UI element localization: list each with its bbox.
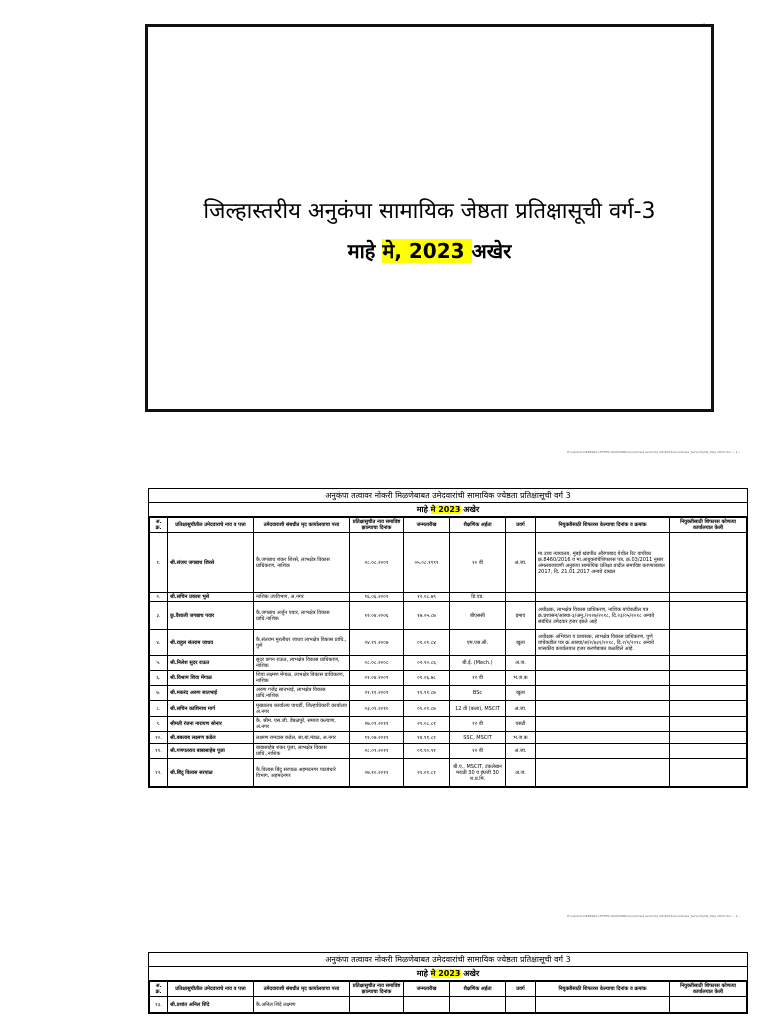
table-row	[150, 701, 747, 717]
seniority-table-continued	[149, 981, 747, 1013]
column-header: नियुक्तीसाठी शिफारस केल्याचा दिनांक व क्रमांक	[536, 518, 670, 533]
sheet-subtitle-post: अखेर	[460, 505, 480, 514]
table-row	[150, 744, 747, 759]
cell-sr: ९.	[150, 717, 168, 732]
sheet-subtitle-pre: माहे	[416, 505, 431, 514]
cover-page	[0, 0, 768, 430]
column-header: नियुक्तीसाठी शिफारस कोणत्या कार्यालयात केली	[670, 518, 747, 533]
cell-recommend	[536, 593, 670, 602]
cell-cat: अ.जा.	[506, 701, 536, 717]
cell-office: कै.अनिल शिंदे लक्ष्मण	[254, 997, 350, 1013]
cell-recommend	[536, 656, 670, 671]
sheet-subtitle	[149, 503, 747, 517]
column-header: प्रवर्ग	[506, 982, 536, 997]
column-header: अ. क्र.	[150, 982, 168, 997]
cell-cat: अ.जा.	[506, 744, 536, 759]
cell-rec-office	[670, 759, 747, 787]
cover-title: जिल्हास्तरीय अनुकंपा सामायिक जेष्ठता प्रतिक्षासूची वर्ग-3	[203, 199, 656, 224]
column-header: प्रतिक्षासुचीतील उमेदवाराचे नाव व पत्ता	[168, 518, 254, 533]
cover-subtitle-post: अखेर	[471, 239, 512, 263]
cell-office: कै.जगन्नाथ शंकर शिरसे, लाभक्षेत्र विकास प्राधिकरण, नाशिक	[254, 533, 350, 593]
cell-name: श्री.निलेश सुदर राऊत	[168, 656, 254, 671]
cell-listed: २८.०८.२००१	[350, 533, 404, 593]
cell-rec-office	[670, 593, 747, 602]
cell-rec-office	[670, 701, 747, 717]
cell-recommend: अधीक्षक अभियंता व प्रशासक, लाभक्षेत्र विकास प्राधिकरण, पुणे यांचेकडील पत्र क्र.आस्था/अ/२/७३१/२०१८, दि.२/१/२०१८ अन्वये शासकीय कार्यालयात हजर करणेबाबत कळविले आहे.	[536, 630, 670, 656]
cell-edu: डि.एड.	[450, 593, 506, 602]
cell-office: शिवा लक्ष्मण मेंगाळ, लाभक्षेत्र विकास प्राधिकरण, नाशिक	[254, 671, 350, 686]
cell-rec-office	[670, 630, 747, 656]
cell-rec-office	[670, 997, 747, 1013]
table-header-row	[150, 518, 747, 533]
cell-name: श्री.राहुल संतराम जाधव	[168, 630, 254, 656]
cell-cat: एसटी	[506, 717, 536, 732]
cell-listed: ०७.१०.२०११	[350, 759, 404, 787]
cell-sr: ५.	[150, 656, 168, 671]
cell-sr: ८.	[150, 701, 168, 717]
cell-edu: एम.एस.सी.	[450, 630, 506, 656]
cell-name: श्री.विश्राम शिवा मेंगाळ	[168, 671, 254, 686]
column-header: प्रतिक्षासुचीतील उमेदवाराचे नाव व पत्ता	[168, 982, 254, 997]
cell-edu: SSC, MSCIT	[450, 732, 506, 744]
cell-office: कै. श्रीम. एस.जी. डेंबळपुरे, समाज कल्याण, अ.नगर	[254, 717, 350, 732]
cell-name: कु.वैशाली जगन्नाथ पवार	[168, 602, 254, 630]
column-header: उमेदवाराशी संबधीत मृद कार्यालयाचा पत्ता	[254, 518, 350, 533]
cell-recommend	[536, 744, 670, 759]
cell-rec-office	[670, 732, 747, 744]
cell-recommend: अधीक्षक, लाभक्षेत्र विकास प्राधिकरण, नाशिक यांचेकडील पत्र क्र.प्रशासन/आस्था-३/अनु./२१२७/२०१८, दि.२३/०५/२०१८ अन्वये संबंधित उमेदवार हजर झाले आहे	[536, 602, 670, 630]
cell-listed: ०३.०१.२०१०	[350, 701, 404, 717]
cell-edu: १० वी	[450, 533, 506, 593]
corner-mark: .	[703, 19, 705, 26]
cell-listed: ०८.०८.२००८	[350, 656, 404, 671]
cell-rec-office	[670, 656, 747, 671]
cell-cat	[506, 997, 536, 1013]
cover-subtitle	[148, 237, 711, 264]
cell-edu: BSc	[450, 686, 506, 701]
cell-listed: २४.११.२००७	[350, 630, 404, 656]
cell-name: श्री.मकरंद अरुण सातभाई	[168, 686, 254, 701]
cell-rec-office	[670, 686, 747, 701]
cell-office: अरुण गजेंद्र सातभाई, लाभक्षेत्र विकास प्राधि.नाशिक	[254, 686, 350, 701]
cell-edu: बीएससी	[450, 602, 506, 630]
cell-office: कै.विलास बिंदु सरपाळ अहमदनगर पाटबंधारे विभाग, अहमदनगर	[254, 759, 350, 787]
cell-cat: इमाव	[506, 602, 536, 630]
cover-subtitle-pre: माहे	[347, 239, 383, 263]
cell-dob	[404, 997, 450, 1013]
sheet-title: अनुकंपा तत्वावर नोकरी मिळणेबाबत उमेदवारांची सामायिक ज्येष्ठता प्रतिक्षासूची वर्ग 3	[149, 953, 747, 967]
column-header: प्रतिक्षासुचीत नाव समाविष्ट झाल्याचा दिनांक	[350, 982, 404, 997]
cell-sr: ४.	[150, 630, 168, 656]
cell-office: लक्ष्मण रामदास कडेल, सा.बां.मंडळ, अ.नगर	[254, 732, 350, 744]
cell-listed: २१.११.२००९	[350, 686, 404, 701]
cell-office: नाशिक उपविभाग, अ.नगर	[254, 593, 350, 602]
cell-dob: ०१.१०.९१	[404, 744, 450, 759]
cell-edu	[450, 997, 506, 1013]
cell-listed: १६.०६.२००१	[350, 593, 404, 602]
table-row	[150, 656, 747, 671]
sheet-subtitle-highlight: मे 2023	[430, 505, 461, 514]
cell-sr: १०.	[150, 732, 168, 744]
cell-listed: ०१.०४.२००९	[350, 671, 404, 686]
cell-sr: १३.	[150, 997, 168, 1013]
cell-dob: ०२.१०.८६	[404, 656, 450, 671]
cell-name: श्री.प्रशांत अनिल शिंदे	[168, 997, 254, 1013]
column-header: नियुक्तीसाठी शिफारस केल्याचा दिनांक व क्रमांक	[536, 982, 670, 997]
cell-recommend	[536, 686, 670, 701]
cell-edu: बी.ई. (Mech.)	[450, 656, 506, 671]
cell-sr: ७.	[150, 686, 168, 701]
table-row	[150, 593, 747, 602]
cell-sr: ३.	[150, 602, 168, 630]
column-header: जन्मतारीख	[404, 518, 450, 533]
cell-name: श्री.गणपतराव बाबासाहेब पूजा	[168, 744, 254, 759]
cell-recommend	[536, 717, 670, 732]
sheet-subtitle-post: अखेर	[460, 969, 480, 978]
cell-edu: 12 वी (कला), MSCIT	[450, 701, 506, 717]
column-header: जन्मतारीख	[404, 982, 450, 997]
sheet-title: अनुकंपा तत्वावर नोकरी मिळणेबाबत उमेदवारांची सामायिक ज्येष्ठता प्रतिक्षासूची वर्ग 3	[149, 489, 747, 503]
cell-recommend	[536, 759, 670, 787]
cell-office: सुदर छगन राऊत, लाभक्षेत्र विकास प्राधिकरण, नाशिक	[254, 656, 350, 671]
cell-listed: २८.०९.२०११	[350, 744, 404, 759]
cell-dob: ११.११.८७	[404, 686, 450, 701]
table-row	[150, 686, 747, 701]
table-row	[150, 717, 747, 732]
cell-cat: भ.ज.क	[506, 732, 536, 744]
cell-dob: २१.०१.८१	[404, 759, 450, 787]
cover-box	[145, 19, 714, 412]
seniority-sheet-2	[148, 952, 748, 1014]
cell-name: श्री.संजय जगन्नाथ शिरसे	[168, 533, 254, 593]
cell-recommend	[536, 997, 670, 1013]
cell-office: मुख्यालय कार्यालय पाथर्डी, जिल्हाधिकारी कार्यालय अ.नगर	[254, 701, 350, 717]
column-header: शैक्षणिक अर्हता	[450, 518, 506, 533]
footer-path-1: E:\satchar\GENERAL LETTER ANUKAMPA\Anukampa seniority list\2023\Anukampa_Senioritylist_May 2023.doc ~ 1~	[567, 450, 740, 454]
column-header: अ. क्र.	[150, 518, 168, 533]
cell-sr: ११.	[150, 744, 168, 759]
cell-recommend	[536, 671, 670, 686]
cell-dob: १४.११.८१	[404, 732, 450, 744]
cell-rec-office	[670, 602, 747, 630]
cell-rec-office	[670, 533, 747, 593]
column-header: नियुक्तीसाठी शिफारस कोणत्या कार्यालयात केली	[670, 982, 747, 997]
cell-edu: बी.ए., MSCIT, टंकलेखन मराठी 30 व इंग्रजी 30 श.प्र.मि.	[450, 759, 506, 787]
cell-listed: १२.०४.२००६	[350, 602, 404, 630]
cell-recommend: मा.उच्च न्यायालय, मुंबई खंडपीठ औरंगाबाद येथील रिट याचीका क्र.8460/2016 व मा.आयुक्तांचेशिफारस पत्र, क्र.03/2011 नुसार अंमलबजावणी अनुकंपा सामायिक प्रतिक्षा यादीत समाविष्ट करण्याबाबत 2017, दि. 21.01.2017 अन्वये दाखल	[536, 533, 670, 593]
cell-recommend	[536, 701, 670, 717]
seniority-table	[149, 517, 747, 787]
cell-listed: २७.०९.२०११	[350, 717, 404, 732]
column-header: प्रतिक्षासुचीत नाव समाविष्ट झाल्याचा दिनांक	[350, 518, 404, 533]
cell-sr: २.	[150, 593, 168, 602]
cell-name: श्री.बिंदु विलास सरपाळ	[168, 759, 254, 787]
column-header: उमेदवाराशी संबधीत मृद कार्यालयाचा पत्ता	[254, 982, 350, 997]
cell-edu: १२ वी	[450, 671, 506, 686]
cell-cat: अ.ज.	[506, 759, 536, 787]
cell-sr: १.	[150, 533, 168, 593]
table-row	[150, 630, 747, 656]
cell-cat: खुला	[506, 686, 536, 701]
cell-rec-office	[670, 671, 747, 686]
sheet-subtitle	[149, 967, 747, 981]
table-row	[150, 671, 747, 686]
cell-name: श्री.बबलाब लक्ष्मण कडेल	[168, 732, 254, 744]
column-header: शैक्षणिक अर्हता	[450, 982, 506, 997]
cell-dob: ०१.०१.८४	[404, 630, 450, 656]
cell-recommend	[536, 732, 670, 744]
cell-edu: १२ वी	[450, 744, 506, 759]
cell-dob: १२.०८.७९	[404, 593, 450, 602]
cell-name: श्रीमती रंजना नारायण सोनार	[168, 717, 254, 732]
cell-name: श्री.सचिन काशिनाथ मार्ग	[168, 701, 254, 717]
cell-rec-office	[670, 717, 747, 732]
column-header: प्रवर्ग	[506, 518, 536, 533]
footer-path-2: E:\satchar\GENERAL LETTER ANUKAMPA\Anukampa seniority list\2023\Anukampa_Senioritylist_May 2023.doc ~ 2~	[567, 914, 740, 918]
cell-edu: १२ वी	[450, 717, 506, 732]
cell-name: श्री.सचिन प्रकाश भुसे	[168, 593, 254, 602]
cell-dob: ०१.०१.८७	[404, 701, 450, 717]
cell-sr: १२.	[150, 759, 168, 787]
cell-cat: खुला	[506, 630, 536, 656]
cell-cat: भ.ज.क	[506, 671, 536, 686]
sheet-subtitle-pre: माहे	[416, 969, 431, 978]
cell-dob: १७.०५.८७	[404, 602, 450, 630]
table-row	[150, 997, 747, 1013]
cell-rec-office	[670, 744, 747, 759]
cell-sr: ६.	[150, 671, 168, 686]
cell-office: कै.संतराम मुरलीधर जाधव लाभक्षेत्र विकास प्राधि., पुणे	[254, 630, 350, 656]
cell-listed	[350, 997, 404, 1013]
cell-cat	[506, 593, 536, 602]
sheet-subtitle-highlight: मे 2023	[430, 969, 461, 978]
cell-office: कै.जगन्नाथ अर्जुन पवार, लाभक्षेत्र विकास प्राधि.नाशिक	[254, 602, 350, 630]
cell-cat: अ.ज.	[506, 656, 536, 671]
seniority-sheet-1	[148, 488, 748, 788]
cover-subtitle-highlight: मे, 2023	[382, 239, 472, 263]
cell-dob: ०१.०६.७८	[404, 671, 450, 686]
cell-dob: २१.०८.८१	[404, 717, 450, 732]
table-row	[150, 533, 747, 593]
table-row	[150, 602, 747, 630]
table-header-row	[150, 982, 747, 997]
cell-dob: ०५.०८.१९९९	[404, 533, 450, 593]
cell-office: बाबासाहेब शंकर पूजा, लाभक्षेत्र विकास प्राधि.,नाशिक	[254, 744, 350, 759]
table-row	[150, 732, 747, 744]
cell-cat: अ.जा.	[506, 533, 536, 593]
table-row	[150, 759, 747, 787]
cell-listed: ११.०७.२०११	[350, 732, 404, 744]
